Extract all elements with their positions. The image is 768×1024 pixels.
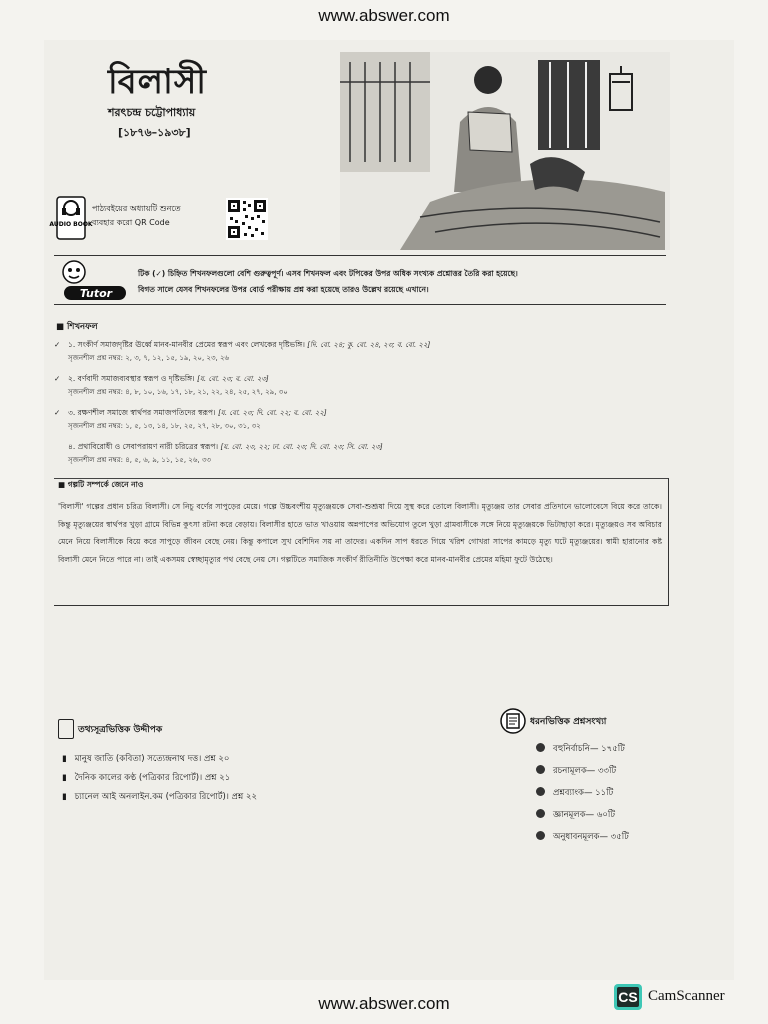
check-icon: ✓ xyxy=(54,340,61,349)
question-count-text: জ্ঞানমূলক— ৬০টি xyxy=(553,810,615,820)
bullet-icon: ▮ xyxy=(62,792,67,802)
bullet-icon xyxy=(536,809,545,818)
question-numbers: সৃজনশীল প্রশ্ন নম্বর: ৪, ৫, ৬, ৯, ১১, ১৫, ২৬, ৩৩ xyxy=(68,456,211,464)
check-icon: ✓ xyxy=(54,374,61,383)
question-count-item xyxy=(536,782,629,804)
tutor-label: Tutor xyxy=(79,287,113,300)
question-count-heading: ধরনভিত্তিক প্রশ্নসংখ্যা xyxy=(530,717,607,727)
bullet-icon xyxy=(536,831,545,840)
objective-number: ৪. xyxy=(68,442,76,451)
audio-book-icon xyxy=(49,196,93,240)
question-count-text: রচনামূলক— ৩৩টি xyxy=(553,766,617,776)
story-summary-text: 'বিলাসী' গল্পের প্রধান চরিত্র বিলাসী। সে নিচু বর্ণের সাপুড়ের মেয়ে। গল্পে উচ্চবংশীয় মৃত্যুঞ্জয়কে সেবা-শুশ্রূষা দিয়ে সুস্থ করে তোলে বিলাসী। মৃত্যুঞ্জয় তার সেবার প্রতিদানে ভালোবেসে বিয়ে করে তাকে। কিন্তু মৃত্যুঞ্জয়ের স্বার্থপর খুড়া গ্রামে বিভিন্ন কুৎসা রটনা করে বেড়ায়। বিলাসীর হাতে ভাত খাওয়ায় অন্নপাপের অভিযোগ তুলে খুড়া গ্রামবাসীকে সঙ্গে নিয়ে মৃত্যুঞ্জয়কে ভিটাছাড়া করে। মৃত্যুঞ্জয়ও সব অবিচার মেনে নিয়ে বিলাসীকে বিয়ে করে সাপুড়ে জীবন বেছে নেয়। কিন্তু কপালে সুখ বেশিদিন সয় না তাদের। একদিন সাপ ধরতে গিয়ে খরিশ গোখরা সাপের কামড়ে মৃত্যু ঘটে মৃত্যুঞ্জয়ের। স্বামী হারানোর কষ্ট বিলাসী মেনে নিতে পারে না। তাই একসময় স্বেচ্ছামৃত্যুর পথ বেছে নেয় সে। গল্পটিতে সমাজিক সংকীর্ণ রীতিনীতি উপেক্ষা করে মানব-মানবীর প্রেমের মহিমা ফুটে উঠেছে। xyxy=(58,502,662,564)
board-reference: [য. বো. ২৩; দি. বো. ২২; ব. বো. ২২] xyxy=(218,409,327,417)
objectives-label: শিখনফল xyxy=(67,322,98,332)
question-numbers: সৃজনশীল প্রশ্ন নম্বর: ২, ৩, ৭, ১২, ১৫, ১৯, ২০, ২৩, ২৬ xyxy=(68,354,230,362)
site-url-top[interactable]: www.abswer.com xyxy=(318,6,450,25)
camscanner-watermark xyxy=(614,984,764,1014)
objective-text: সংকীর্ণ সমাজদৃষ্টির ঊর্ধ্বে মানব-মানবীর প্রেমের স্বরূপ এবং লেখকের দৃষ্টিভঙ্গি। xyxy=(77,340,305,349)
objective-item xyxy=(54,440,383,467)
board-reference: [য. বো. ২৩; ব. বো. ২৩] xyxy=(197,375,269,383)
source-text: মানুষ জাতি (কবিতা) সত্যেন্দ্রনাথ দত্ত। প্রশ্ন ২০ xyxy=(74,754,230,764)
source-item xyxy=(62,750,257,769)
objective-item xyxy=(54,372,288,399)
audio-badge-label: AUDIO BOOK xyxy=(49,221,93,228)
source-item xyxy=(62,788,257,807)
note-line1: টিক (✓) চিহ্নিত শিখনফলগুলো বেশি গুরুত্বপূর্ণ। এসব শিখনফল এবং টপিকের উপর অধিক সংখ্যক প্রশ্নোত্তর তৈরি করা হয়েছে। xyxy=(138,269,518,278)
question-count-text: অনুধাবনমূলক— ৩৫টি xyxy=(553,832,629,842)
question-count-list xyxy=(536,738,629,848)
question-count-item xyxy=(536,760,629,782)
chapter-title: বিলাসী xyxy=(108,62,208,102)
story-illustration xyxy=(340,52,670,250)
question-count-text: বহুনির্বাচনি— ১৭৫টি xyxy=(553,744,625,754)
objective-text: প্রথাবিরোধী ও সেবাপরায়ণ নারী চরিত্রের স্বরূপ। xyxy=(77,442,219,451)
camscanner-brand: CamScanner xyxy=(648,988,725,1004)
source-item xyxy=(62,769,257,788)
tutor-note-text xyxy=(138,266,518,298)
source-text: চ্যানেল আই অনলাইন.কম (পত্রিকার রিপোর্ট)। প্রশ্ন ২২ xyxy=(74,792,258,802)
bullet-icon xyxy=(536,743,545,752)
objective-number: ২. xyxy=(68,374,76,383)
note-line2: বিগত সালে যেসব শিখনফলের উপর বোর্ড পরীক্ষায় প্রশ্ন করা হয়েছে তারও উল্লেখ রয়েছে এখানে। xyxy=(138,285,429,294)
objective-text: বর্ণবাদী সমাজব্যবস্থার স্বরূপ ও দৃষ্টিভঙ্গি। xyxy=(77,374,195,383)
bullet-icon xyxy=(536,787,545,796)
audio-instruction-line2: ব্যবহার করো QR Code xyxy=(92,218,170,227)
camscanner-logo-icon: CS xyxy=(614,984,642,1010)
site-url-bottom[interactable]: www.abswer.com xyxy=(318,994,450,1013)
sources-list xyxy=(62,750,257,807)
question-numbers: সৃজনশীল প্রশ্ন নম্বর: ৪, ৮, ১০, ১৬, ১৭, ১৮, ২১, ২২, ২৪, ২৫, ২৭, ২৯, ৩০ xyxy=(68,388,288,396)
board-reference: [য. বো. ২৩, ২২; ঢা. বো. ২৩; দি. বো. ২৩; সি. বো. ২৩] xyxy=(220,443,383,451)
tutor-mascot-icon xyxy=(58,258,130,304)
source-text: দৈনিক কালের কণ্ঠ (পত্রিকার রিপোর্ট)। প্রশ্ন ২১ xyxy=(74,773,231,783)
question-numbers: সৃজনশীল প্রশ্ন নম্বর: ১, ৫, ১৩, ১৪, ১৮, ২৫, ২৭, ২৮, ৩০, ৩১, ৩২ xyxy=(68,422,261,430)
audio-instruction-line1: পাঠ্যবইয়ের অধ্যায়টি শুনতে xyxy=(92,204,181,213)
summary-heading: ■ গল্পটি সম্পর্কে জেনে নাও xyxy=(58,480,144,489)
summary-label: গল্পটি সম্পর্কে জেনে নাও xyxy=(67,480,144,489)
objective-item xyxy=(54,338,430,365)
audio-instructions xyxy=(92,202,181,230)
question-count-item xyxy=(536,738,629,760)
question-count-item xyxy=(536,826,629,848)
board-reference: [দি. বো. ২৪; কু. বো. ২৪, ২৩; ব. বো. ২২] xyxy=(307,341,431,349)
objectives-heading: ■ শিখনফল xyxy=(56,322,98,332)
objective-number: ৩. xyxy=(68,408,76,417)
bullet-icon: ▮ xyxy=(62,773,67,783)
objective-number: ১. xyxy=(68,340,76,349)
document-icon xyxy=(58,719,74,739)
qr-code-icon[interactable] xyxy=(226,198,268,240)
question-count-item xyxy=(536,804,629,826)
author-years: [১৮৭৬–১৯৩৮] xyxy=(118,126,191,139)
bullet-icon xyxy=(536,765,545,774)
bullet-icon: ▮ xyxy=(62,754,67,764)
sources-heading: তথ্যসূত্রভিত্তিক উদ্দীপক xyxy=(78,725,163,735)
objective-text: রক্ষণশীল সমাজে স্বার্থপর সমাজপতিদের স্বরূপ। xyxy=(77,408,216,417)
objective-item xyxy=(54,406,327,433)
question-count-text: প্রশ্নব্যাংক— ১১টি xyxy=(553,788,614,798)
check-icon: ✓ xyxy=(54,408,61,417)
author-name: শরৎচন্দ্র চট্টোপাধ্যায় xyxy=(108,106,196,119)
question-count-icon xyxy=(500,708,526,734)
